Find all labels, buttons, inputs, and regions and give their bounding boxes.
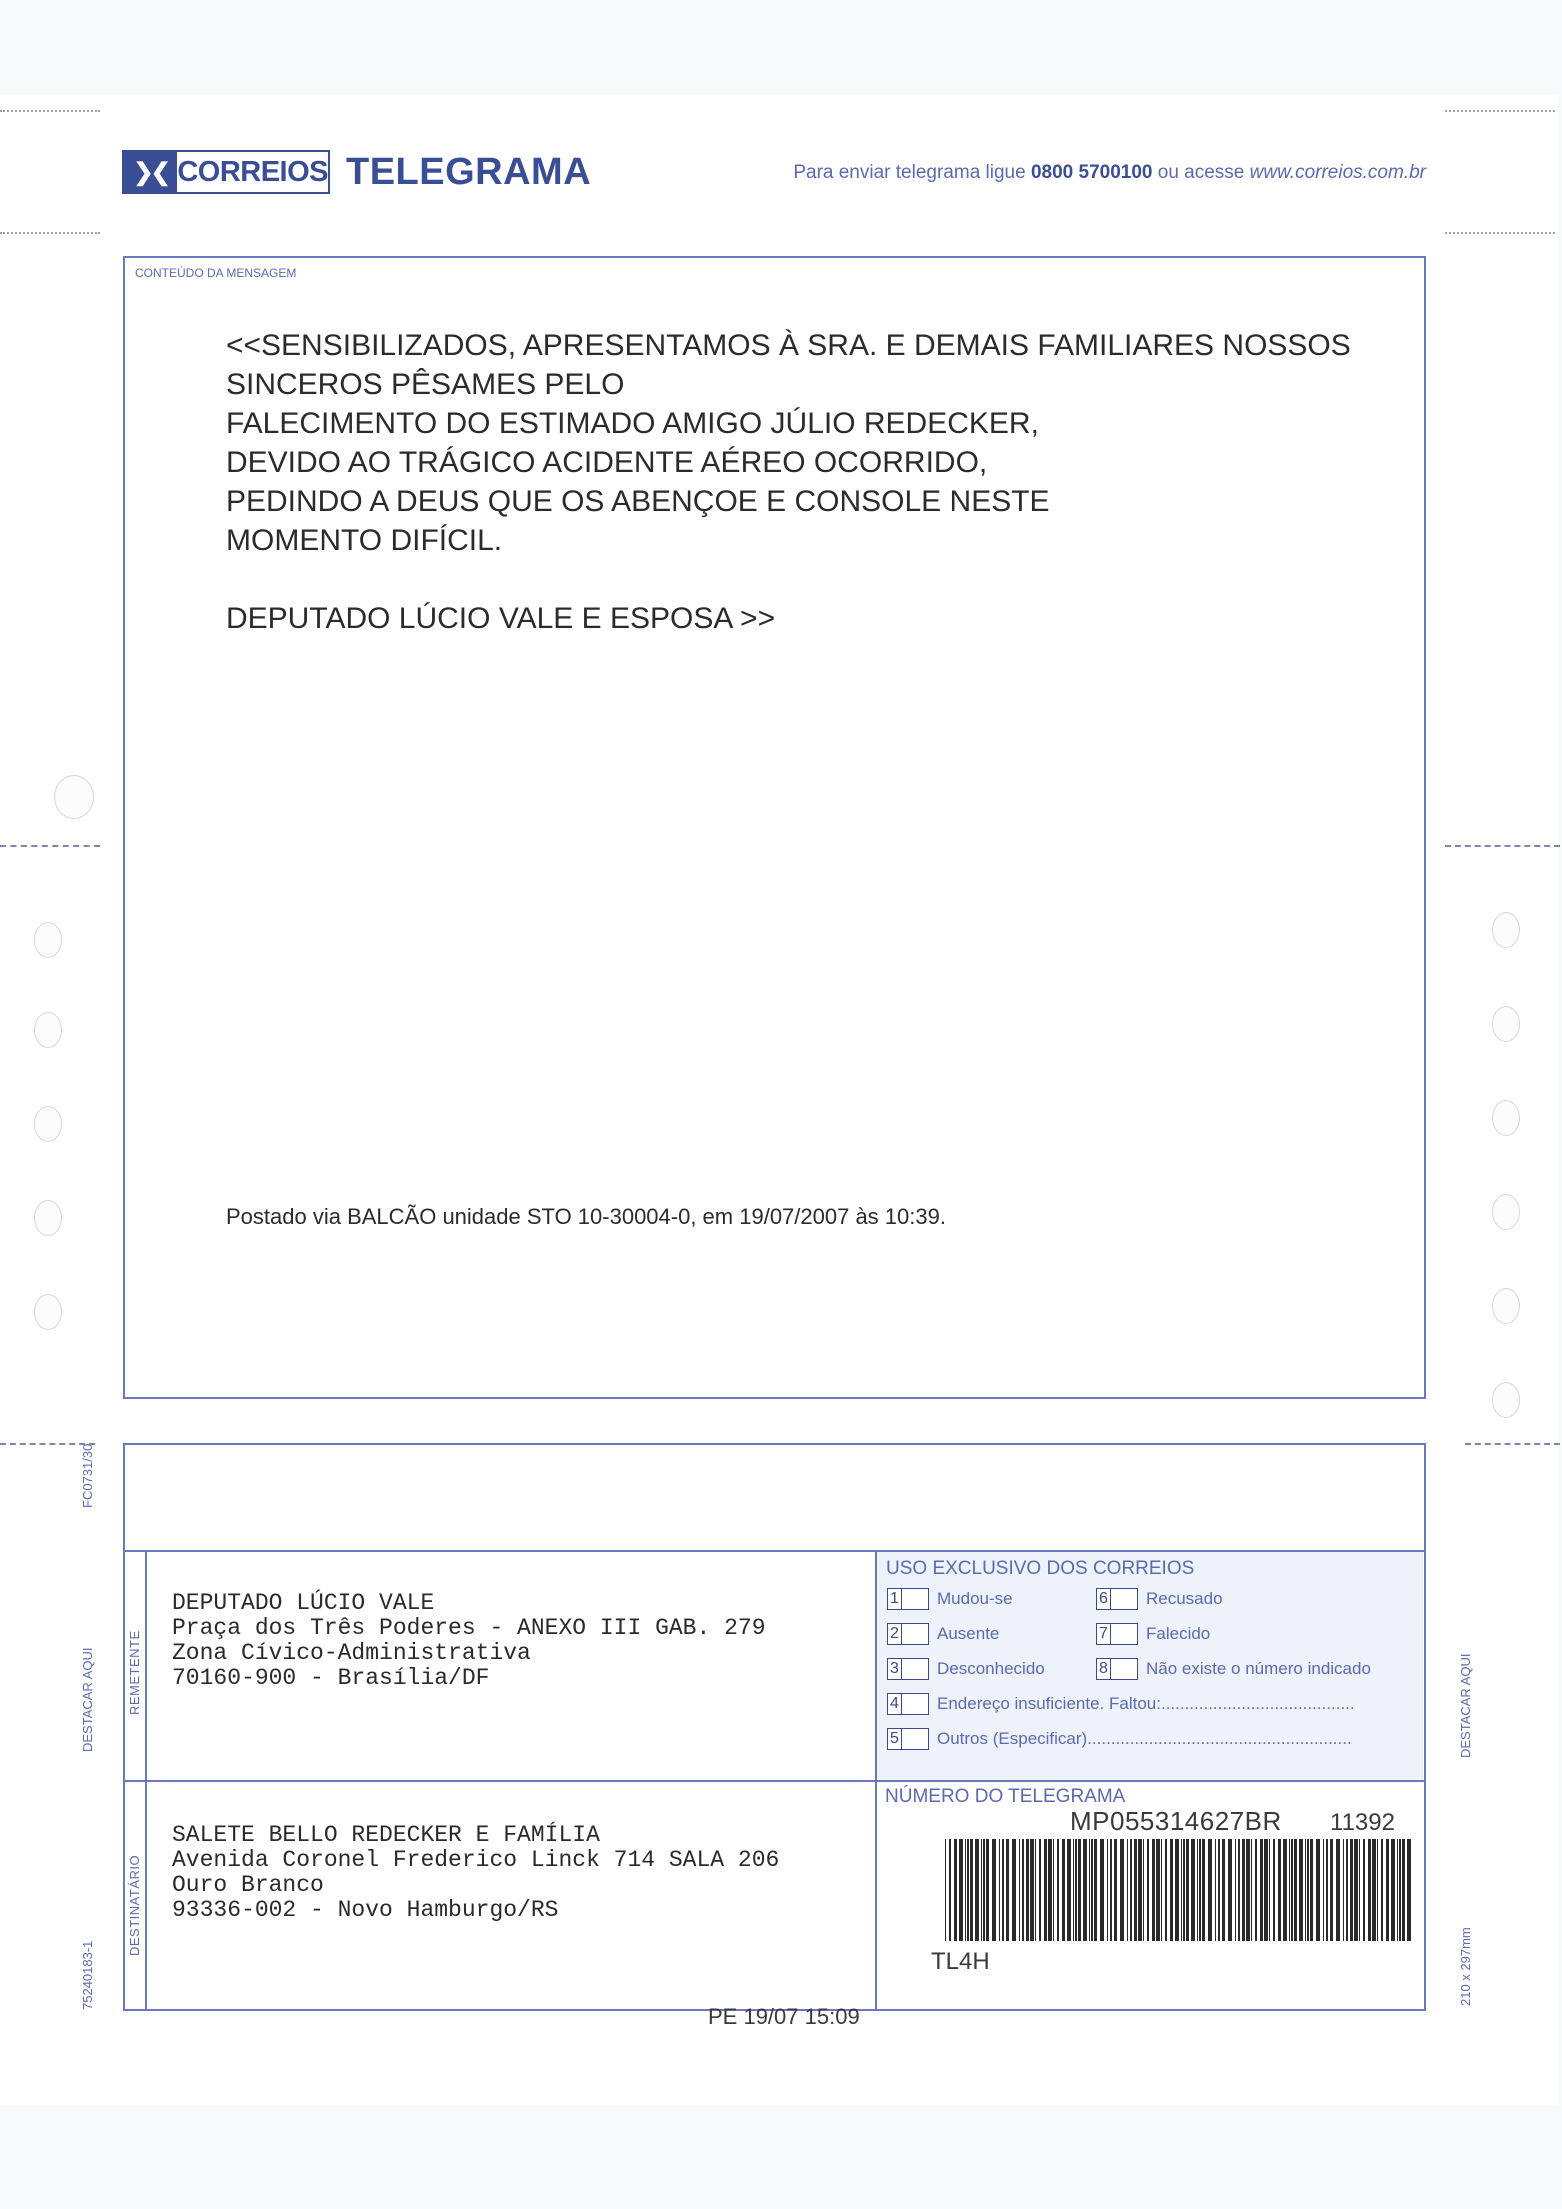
barcode-bar — [1323, 1839, 1324, 1941]
barcode-bar — [1251, 1839, 1252, 1941]
sender-address — [172, 1591, 766, 1691]
sender-line: DEPUTADO LÚCIO VALE — [172, 1590, 435, 1616]
barcode-bar — [1100, 1839, 1104, 1941]
barcode-bar — [1307, 1839, 1309, 1941]
contact-phone: 0800 5700100 — [1030, 162, 1153, 183]
barcode-bar — [1294, 1839, 1297, 1941]
barcode-bar — [1330, 1839, 1333, 1941]
header-perforation-line-right — [1445, 232, 1555, 234]
option-checkbox[interactable] — [1110, 1588, 1138, 1610]
option-checkbox[interactable] — [901, 1693, 929, 1715]
serial-number-label: 75240183-1 — [80, 1940, 95, 2010]
feed-hole — [34, 1294, 62, 1330]
barcode-bar — [967, 1839, 969, 1941]
recipient-line: Ouro Branco — [172, 1872, 324, 1898]
barcode-bar — [1397, 1839, 1398, 1941]
message-caption: CONTEÚDO DA MENSAGEM — [135, 266, 297, 280]
barcode-bar — [1053, 1839, 1054, 1941]
barcode-bar — [1181, 1839, 1182, 1941]
barcode-bar — [1026, 1839, 1029, 1941]
barcode-bar — [1215, 1839, 1216, 1941]
telegram-number: MP055314627BR — [1070, 1806, 1282, 1836]
barcode-bar — [1386, 1839, 1389, 1941]
correios-logo — [122, 150, 330, 194]
barcode-bar — [1006, 1839, 1009, 1941]
barcode-bar — [954, 1839, 957, 1941]
return-option[interactable]: 1 Mudou-se — [887, 1588, 1013, 1610]
barcode-bar — [1255, 1839, 1257, 1941]
barcode-bar — [1222, 1839, 1225, 1941]
recipient-address — [172, 1823, 779, 1923]
barcode-bar — [1359, 1839, 1360, 1941]
telegram-sequence: 11392 — [1330, 1809, 1395, 1836]
barcode-bar — [1039, 1839, 1041, 1941]
barcode-bar — [1368, 1839, 1371, 1941]
message-line: <<SENSIBILIZADOS, APRESENTAMOS À SRA. E DEMAIS FAMILIARES NOSSOS — [226, 329, 1351, 362]
barcode-bar — [1030, 1839, 1034, 1941]
return-option[interactable]: 2 Ausente — [887, 1623, 999, 1645]
telegram-number-title: NÚMERO DO TELEGRAMA — [885, 1786, 1126, 1807]
option-checkbox[interactable] — [1110, 1623, 1138, 1645]
feed-hole — [34, 1106, 62, 1142]
barcode-bar — [1316, 1839, 1320, 1941]
barcode-bar — [1354, 1839, 1358, 1941]
barcode-bar — [981, 1839, 982, 1941]
sender-line: 70160-900 - Brasília/DF — [172, 1665, 490, 1691]
barcode-bar — [1208, 1839, 1212, 1941]
feed-hole — [34, 922, 62, 958]
telegram-code: TL4H — [931, 1948, 990, 1975]
option-checkbox[interactable] — [901, 1728, 929, 1750]
contact-info — [793, 162, 1426, 184]
barcode-bar — [1199, 1839, 1201, 1941]
barcode-bar — [1343, 1839, 1344, 1941]
barcode-bar — [1278, 1839, 1281, 1941]
barcode-bar — [1057, 1839, 1059, 1941]
correios-arrows-icon: ❯❮ — [124, 152, 177, 192]
barcode-bar — [1002, 1839, 1004, 1941]
barcode-bar — [1407, 1839, 1411, 1941]
barcode-bar — [1238, 1839, 1240, 1941]
barcode-bar — [1264, 1839, 1268, 1941]
delivery-stamp: PE 19/07 15:09 — [708, 2004, 860, 2029]
option-checkbox[interactable] — [901, 1623, 929, 1645]
barcode-bar — [1402, 1839, 1405, 1941]
correios-use-panel — [877, 1552, 1423, 1780]
barcode-bar — [1161, 1839, 1162, 1941]
barcode-bar — [1107, 1839, 1108, 1941]
barcode-bar — [1120, 1839, 1124, 1941]
barcode-bar — [1242, 1839, 1245, 1941]
barcode-bar — [1269, 1839, 1270, 1941]
detach-here-right-label: DESTACAR AQUI — [1458, 1653, 1473, 1758]
barcode-bar — [1075, 1839, 1077, 1941]
barcode-bar — [992, 1839, 996, 1941]
barcode-bar — [1310, 1839, 1313, 1941]
barcode-bar — [1147, 1839, 1149, 1941]
barcode-bar — [1127, 1839, 1128, 1941]
feed-hole — [34, 1200, 62, 1236]
sender-label: REMETENTE — [127, 1630, 142, 1715]
top-perforation-line — [0, 110, 100, 112]
barcode-bar — [999, 1839, 1000, 1941]
barcode-bar — [1062, 1839, 1065, 1941]
option-checkbox[interactable] — [1110, 1658, 1138, 1680]
message-line: SINCEROS PÊSAMES PELO — [226, 368, 625, 401]
header-perforation-line — [0, 232, 100, 234]
barcode-bar — [1399, 1839, 1401, 1941]
return-option[interactable]: 6 Recusado — [1096, 1588, 1223, 1610]
barcode-bar — [1202, 1839, 1205, 1941]
contact-website: www.correios.com.br — [1249, 162, 1426, 183]
form-code-label: FC0731/30 — [80, 1443, 95, 1508]
barcode-bar — [1218, 1839, 1220, 1941]
barcode-bar — [983, 1839, 985, 1941]
feed-hole — [1492, 912, 1520, 948]
recipient-line: SALETE BELLO REDECKER E FAMÍLIA — [172, 1822, 600, 1848]
message-signature: DEPUTADO LÚCIO VALE E ESPOSA >> — [226, 602, 776, 635]
barcode-bar — [1372, 1839, 1376, 1941]
contact-mid: ou acesse — [1157, 162, 1245, 183]
feed-hole — [1492, 1006, 1520, 1042]
barcode-bar — [945, 1839, 946, 1941]
barcode-bar — [1289, 1839, 1290, 1941]
return-option[interactable]: 8 Não existe o número indicado — [1096, 1658, 1371, 1680]
barcode-bar — [1138, 1839, 1142, 1941]
address-label-column — [145, 1550, 147, 2010]
barcode-bar — [1283, 1839, 1287, 1941]
barcode-bar — [1048, 1839, 1052, 1941]
barcode — [945, 1839, 1412, 1941]
return-option[interactable]: 7 Falecido — [1096, 1623, 1210, 1645]
barcode-bar — [965, 1839, 966, 1941]
barcode-bar — [1377, 1839, 1378, 1941]
feed-hole — [1492, 1194, 1520, 1230]
sender-line: Praça dos Três Poderes - ANEXO III GAB. 279 — [172, 1615, 766, 1641]
feed-hole — [1492, 1288, 1520, 1324]
barcode-bar — [1165, 1839, 1167, 1941]
barcode-bar — [1156, 1839, 1160, 1941]
return-option[interactable]: 4 Endereço insuficiente. Faltou: ......................................... — [887, 1693, 1355, 1715]
barcode-bar — [1183, 1839, 1185, 1941]
barcode-bar — [1305, 1839, 1306, 1941]
barcode-bar — [1022, 1839, 1024, 1941]
barcode-bar — [1363, 1839, 1365, 1941]
address-divider — [125, 1780, 1424, 1782]
barcode-bar — [1130, 1839, 1132, 1941]
barcode-bar — [986, 1839, 989, 1941]
barcode-bar — [1067, 1839, 1071, 1941]
barcode-bar — [1273, 1839, 1275, 1941]
barcode-bar — [1228, 1839, 1232, 1941]
barcode-bar — [1350, 1839, 1353, 1941]
barcode-bar — [1260, 1839, 1263, 1941]
barcode-bar — [1291, 1839, 1293, 1941]
detach-line-right — [1465, 1443, 1560, 1445]
message-line: DEVIDO AO TRÁGICO ACIDENTE AÉREO OCORRIDO, — [226, 446, 988, 479]
barcode-bar — [1089, 1839, 1090, 1941]
barcode-bar — [1346, 1839, 1348, 1941]
barcode-bar — [949, 1839, 951, 1941]
barcode-bar — [1044, 1839, 1047, 1941]
detach-here-left-label: DESTACAR AQUI — [80, 1647, 95, 1752]
feed-hole — [54, 775, 94, 819]
message-line: FALECIMENTO DO ESTIMADO AMIGO JÚLIO REDECKER, — [226, 407, 1039, 440]
barcode-bar — [975, 1839, 979, 1941]
message-line: MOMENTO DIFÍCIL. — [226, 524, 503, 557]
barcode-bar — [1299, 1839, 1303, 1941]
message-body — [226, 326, 1426, 560]
message-box — [123, 256, 1426, 1399]
barcode-bar — [1336, 1839, 1340, 1941]
barcode-bar — [1083, 1839, 1087, 1941]
recipient-line: Avenida Coronel Frederico Linck 714 SALA 206 — [172, 1847, 780, 1873]
fold-line-right — [1445, 845, 1560, 847]
barcode-bar — [1012, 1839, 1016, 1941]
barcode-bar — [959, 1839, 963, 1941]
recipient-line: 93336-002 - Novo Hamburgo/RS — [172, 1897, 559, 1923]
barcode-bar — [970, 1839, 973, 1941]
document-title: TELEGRAMA — [346, 151, 592, 193]
paper-size-label: 210 x 297mm — [1458, 1927, 1473, 2006]
barcode-bar — [1175, 1839, 1179, 1941]
recipient-label: DESTINATÁRIO — [127, 1854, 142, 1956]
top-perforation-line-right — [1445, 110, 1555, 112]
correios-use-title: USO EXCLUSIVO DOS CORREIOS — [886, 1558, 1195, 1579]
barcode-bar — [1114, 1839, 1117, 1941]
posting-info: Postado via BALCÃO unidade STO 10-30004-0, em 19/07/2007 às 10:39. — [226, 1204, 946, 1229]
barcode-bar — [1197, 1839, 1198, 1941]
barcode-bar — [1152, 1839, 1155, 1941]
correios-logo-word: CORREIOS — [177, 155, 328, 188]
barcode-bar — [1391, 1839, 1395, 1941]
fold-line-left — [0, 845, 100, 847]
sender-line: Zona Cívico-Administrativa — [172, 1640, 531, 1666]
feed-hole — [1492, 1100, 1520, 1136]
barcode-bar — [1381, 1839, 1383, 1941]
barcode-bar — [1019, 1839, 1020, 1941]
return-option[interactable]: 5 Outros (Especificar) ........................................................ — [887, 1728, 1352, 1750]
barcode-bar — [1094, 1839, 1097, 1941]
barcode-bar — [1110, 1839, 1112, 1941]
barcode-bar — [1235, 1839, 1236, 1941]
barcode-bar — [1035, 1839, 1036, 1941]
message-line: PEDINDO A DEUS QUE OS ABENÇOE E CONSOLE NESTE — [226, 485, 1050, 518]
barcode-bar — [1073, 1839, 1074, 1941]
barcode-bar — [1143, 1839, 1144, 1941]
return-option[interactable]: 3 Desconhecido — [887, 1658, 1045, 1680]
barcode-bar — [1078, 1839, 1081, 1941]
barcode-bar — [1091, 1839, 1093, 1941]
option-checkbox[interactable] — [901, 1658, 929, 1680]
barcode-bar — [1170, 1839, 1173, 1941]
barcode-bar — [1186, 1839, 1189, 1941]
barcode-bar — [1246, 1839, 1250, 1941]
feed-hole — [1492, 1382, 1520, 1418]
feed-hole — [34, 1012, 62, 1048]
option-checkbox[interactable] — [901, 1588, 929, 1610]
address-form — [123, 1443, 1426, 2011]
barcode-bar — [1191, 1839, 1195, 1941]
contact-prefix: Para enviar telegrama ligue — [793, 162, 1026, 183]
barcode-bar — [1326, 1839, 1328, 1941]
barcode-bar — [1134, 1839, 1137, 1941]
